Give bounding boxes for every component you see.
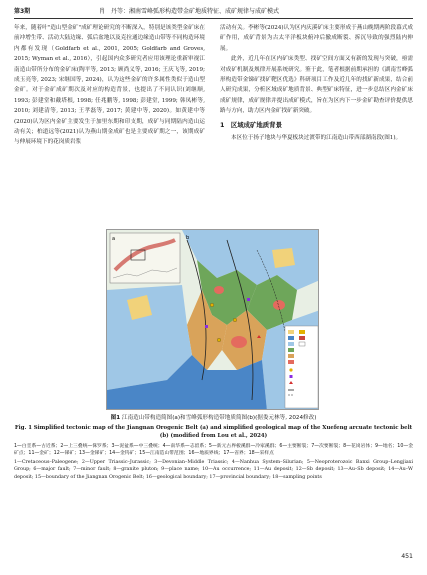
panel-b-label: b (186, 235, 190, 241)
legend-swatch (288, 342, 294, 346)
page-number: 451 (401, 553, 413, 560)
issue-number: 第3期 (14, 8, 31, 15)
au-deposit-marker (210, 303, 214, 307)
legend-swatch (299, 336, 305, 340)
legend-swatch (288, 330, 294, 334)
right-column (220, 23, 413, 227)
legend-swatch (288, 360, 294, 364)
section-heading: 1 区域成矿地质背景 (220, 120, 282, 129)
legend-swatch (289, 368, 292, 371)
figure-caption-en (14, 424, 413, 440)
granite-pluton-2 (273, 300, 285, 310)
geological-map-figure (106, 229, 319, 410)
legend-swatch (290, 375, 293, 378)
running-title: 肖 丹等：湘南雪峰弧形构造带金矿地质特征、成矿规律与成矿模式 (99, 8, 280, 15)
geological-map (107, 230, 319, 410)
sb-deposit-marker (247, 298, 250, 301)
legend-swatch (299, 342, 305, 346)
legend-swatch (288, 348, 294, 352)
legend-text-en: 1—Cretaceous–Paleogene; 2—Upper Triassic–Jurassic; 3—Devonian–Middle Triassic; 4—Nanhua System–Silurian; 5—Neoproterozoic Banxi Group–Lengjiaxi Group; 6—major fault; 7—minor fault; 8—granite pluton; 9—place name; 10—Au occurrence; 11—Au deposit; 12—Sb deposit; 13—Au–Sb deposit; 14—Au–W deposit; 15—boundary of the Jiangnan Orogenic Belt; 16—geological boundary; 17—provincial boundary; 18—sampling points (14, 460, 413, 480)
caption-cn-label: 图1 (110, 415, 121, 421)
page-header (14, 6, 413, 18)
right-paragraph-2: 此外，近几年在区内矿床类型、找矿空间方面又有新的发现与突破，亟需对成矿机制及规律开展系统研究。鉴于此，笔者根据前期承担的《湖南雪峰弧形构造带金锑矿找矿靶区优选》科研项目工作及近几年的找矿新成果，结合前人研究成果，分析区域成矿地质背景、典型矿床特征，进一步总结区内金矿床成矿规律，成矿规律并提出成矿模式，旨在为区内下一步金矿勘查评价提供思路与方向，助力区内金矿找矿新突破。 (220, 56, 413, 115)
right-paragraph-1: 活动有关。李彬等(2024)认为区内庆溪矿床主要形成于燕山晚期两阶段幕式成矿作用，成矿背景为古太平洋板块俯冲后撤成断裂、拆沉导致的强烈陆内伸展。 (220, 25, 413, 52)
caption-en-text: Simplified tectonic map of the Jiangnan Orogenic Belt (a) and simplified geological map of the Xuefeng arcuate tectonic belt (b) (modified from Lou et al., 2024) (33, 425, 413, 440)
legend-swatch (288, 336, 294, 340)
cretaceous-basin-2 (272, 248, 295, 268)
granite-pluton-3 (214, 286, 224, 294)
au-deposit-marker (233, 318, 237, 322)
caption-en-label: Fig. 1 (14, 425, 32, 431)
au-deposit-marker (217, 338, 221, 342)
granite-pluton-1 (231, 336, 247, 348)
panel-a-label: a (112, 236, 116, 242)
legend-swatch (299, 330, 305, 334)
left-column (14, 23, 205, 227)
legend-swatch (288, 354, 294, 358)
left-paragraph: 年来，随着叶"造山型金矿"成矿理论研究的不断深入，特别是该类型金矿床在前冲增生带、活动大陆边缘、弧后盆地以及克拉通边缘造山带等不同构造环境内都有发现（Goldfarb et al., 2001, 2005; Goldfarb and Groves, 2015; Wyman et al., 2016），引起国内众多研究者应用该理论重新审视江南造山带所分布的金矿床(陶平等, 2013; 顾尚义等, 2016; 王庆飞等, 2019; 成玉亮等, 2023; 宋继国等, 2024)，认为这些金矿的许多属性类似于造山型金矿。对于金矿成矿期次及对应的构造背景，也提出了不同认识(刘继顺, 1993; 彭建堂和戴塔根, 1998; 任兆鹏等, 1998; 彭建堂, 1999; 韩凤彬等, 2010; 刘建清等, 2013; 王孝磊等, 2017; 黄建中等, 2020)。如黄建中等(2020)认为区内金矿主要发生于加里东期和印支期，成矿与同期陆内造山运动有关；柏道远等(2021)认为燕山期金成矿也是主要成矿期之一，该期成矿与伸展环境下的花岗质岩浆 (14, 25, 205, 146)
section-paragraph: 本区位于扬子地块与华夏板块过渡带的江南造山带西部湖南段(图1)。 (231, 135, 402, 142)
legend-text-cn: 1—白垩系—古近系；2—上三叠统—侏罗系；3—泥盆系—中三叠统；4—南华系—志留系；5—新元古界板溪群—冷家溪群；6—主要断裂；7—次要断裂；8—花岗岩体；9—地名；10—金矿点；11—金矿；12—锑矿；13—金锑矿；14—金钨矿；15—江南造山带范围；16—地质界线；17—省界；18—采样点 (14, 444, 413, 457)
figure-caption-cn (14, 414, 413, 423)
caption-cn-text: 江南造山带构造简图(a)和雪峰弧形构造带地质简图(b)(据娄元林等, 2024修改) (121, 415, 317, 421)
sb-deposit-marker (205, 325, 208, 328)
header-rule (14, 18, 413, 19)
